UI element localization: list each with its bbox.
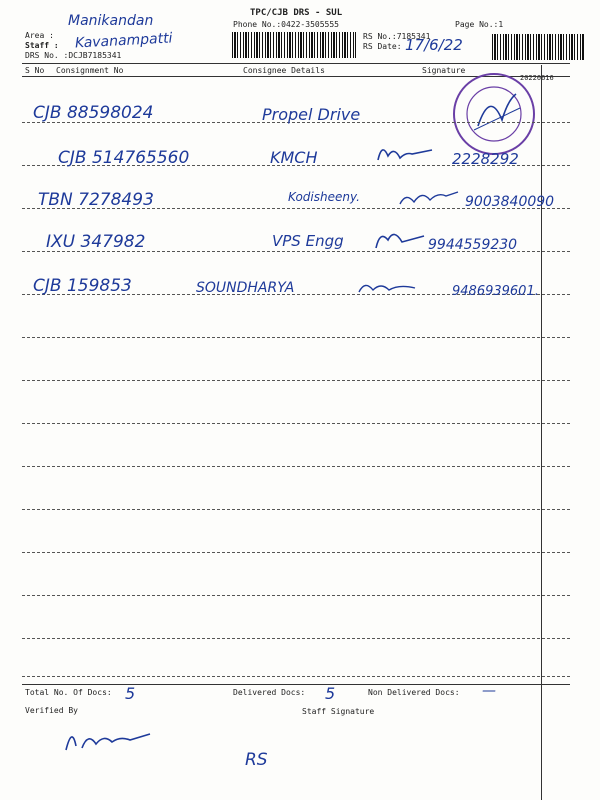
non-delivered-docs-label: Non Delivered Docs: <box>368 688 460 697</box>
col-signature: Signature <box>422 66 466 75</box>
right-margin-line <box>541 65 542 800</box>
consignee-phone: 9944559230 <box>428 237 518 253</box>
col-sno: S No <box>25 66 45 75</box>
consignee-name: KMCH <box>270 148 318 167</box>
col-consignment: Consignment No <box>56 66 124 75</box>
row-rule <box>22 595 570 596</box>
phone-number: Phone No.:0422-3505555 <box>233 20 339 29</box>
header-rule-top <box>22 63 570 64</box>
verifier-signature <box>58 722 158 756</box>
row-rule <box>22 337 570 338</box>
consignee-name: SOUNDHARYA <box>196 280 295 296</box>
document-title: TPC/CJB DRS - SUL <box>250 8 343 18</box>
drs-number: DRS No. :DCJB7185341 <box>25 51 122 60</box>
staff-signature-label: Staff Signature <box>302 707 375 716</box>
consignee-name: Propel Drive <box>262 105 361 124</box>
handwritten-initials: RS <box>245 750 268 770</box>
rs-date-handwritten: 17/6/22 <box>405 36 463 54</box>
delivered-docs-value: 5 <box>325 684 336 703</box>
consignment-number: CJB 88598024 <box>33 103 154 123</box>
signature-mark <box>372 226 428 252</box>
staff-label: Staff : <box>25 41 59 50</box>
consignment-number: CJB 514765560 <box>58 148 190 168</box>
consignee-name: VPS Engg <box>272 232 344 250</box>
stamp-date-code: 20220616 <box>520 74 554 82</box>
row-rule <box>22 423 570 424</box>
non-delivered-docs-value: — <box>482 683 496 699</box>
signature-mark <box>396 186 462 210</box>
area-handwritten: Manikandan <box>68 13 154 29</box>
total-docs-label: Total No. Of Docs: <box>25 688 112 697</box>
consignee-phone: 2228292 <box>452 150 519 168</box>
row-rule <box>22 380 570 381</box>
rs-date-label: RS Date: <box>363 42 402 51</box>
signature-mark <box>372 138 442 166</box>
area-label: Area : <box>25 31 54 40</box>
barcode-right <box>492 34 584 60</box>
row-rule <box>22 509 570 510</box>
col-consignee: Consignee Details <box>243 66 325 75</box>
consignee-name: Kodisheeny. <box>288 190 360 204</box>
consignee-phone: 9486939601. <box>452 284 539 299</box>
consignment-number: TBN 7278493 <box>38 190 154 210</box>
company-stamp <box>450 70 538 158</box>
row-rule <box>22 552 570 553</box>
consignment-number: CJB 159853 <box>33 276 132 296</box>
staff-handwritten: Kavanampatti <box>74 30 173 52</box>
page-number: Page No.:1 <box>455 20 504 29</box>
barcode-left <box>232 32 356 58</box>
delivered-docs-label: Delivered Docs: <box>233 688 306 697</box>
total-docs-value: 5 <box>125 684 136 703</box>
row-rule <box>22 638 570 639</box>
verified-by-label: Verified By <box>25 706 78 715</box>
consignee-phone: 9003840090 <box>465 194 555 210</box>
rs-number: RS No.:7185341 <box>363 32 431 41</box>
row-rule <box>22 466 570 467</box>
consignment-number: IXU 347982 <box>46 232 146 252</box>
row-rule <box>22 676 570 677</box>
signature-mark <box>355 276 419 300</box>
